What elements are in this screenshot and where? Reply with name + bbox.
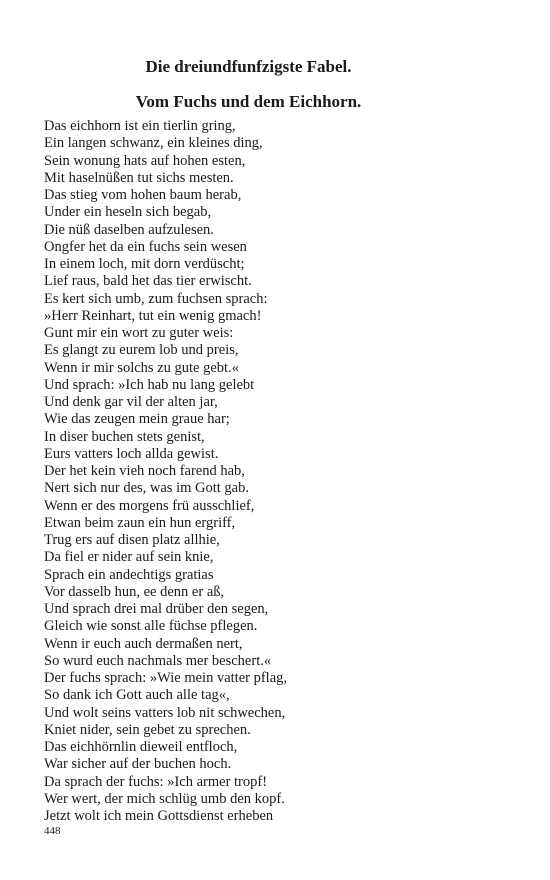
verse-line: In einem loch, mit dorn verdüscht;: [44, 256, 245, 272]
verse-line: Vor dasselb hun, ee denn er aß,: [44, 583, 225, 600]
verse-line: Nert sich nur des, was im Gott gab.: [44, 480, 249, 497]
verse-line: Under ein heseln sich begab,: [44, 204, 212, 221]
verse-line: So wurd euch nachmals mer beschert.«: [44, 652, 272, 669]
verse-line: In diser buchen stets genist,: [44, 428, 205, 445]
verse-line: Es kert sich umb, zum fuchsen sprach:: [44, 290, 268, 307]
verse-line: Das eichhorn ist ein tierlin gring,: [44, 118, 236, 134]
verse-line: Sprach ein andechtigs gratias: [44, 566, 214, 583]
verse-line: Kniet nider, sein gebet zu sprechen.: [44, 721, 251, 738]
verse-line: Gunt mir ein wort zu guter weis:: [44, 325, 234, 341]
verse-line: Und sprach drei mal drüber den segen,: [44, 601, 269, 617]
verse-line: Der fuchs sprach: »Wie mein vatter pflag,: [44, 670, 288, 686]
verse-line: Das stieg vom hohen baum herab,: [44, 187, 242, 203]
verse-line: Der het kein vieh noch farend hab,: [44, 463, 245, 479]
verse-line: Wenn ir mir solchs zu gute gebt.«: [44, 359, 239, 376]
verse-line: Lief raus, bald het das tier erwischt.: [44, 273, 252, 290]
fable-subtitle: Vom Fuchs und dem Eichhorn.: [135, 92, 362, 111]
verse-line: Wer wert, der mich schlüg umb den kopf.: [44, 790, 285, 807]
verse-line: Eurs vatters loch allda gewist.: [44, 445, 219, 462]
verse-line: Mit haselnüßen tut sichs mesten.: [44, 169, 234, 186]
verse-line: War sicher auf der buchen hoch.: [44, 756, 232, 773]
verse-line: Sein wonung hats auf hohen esten,: [44, 152, 246, 169]
verse-line: Trug ers auf disen platz allhie,: [44, 532, 220, 548]
verse-line: So dank ich Gott auch alle tag«,: [44, 687, 230, 704]
verse-line: Wenn ir euch auch dermaßen nert,: [44, 635, 243, 652]
page-number: 448: [44, 825, 61, 837]
verse-line: Wenn er des morgens frü ausschlief,: [44, 497, 255, 514]
fable-title: Die dreiundfunfzigste Fabel.: [145, 57, 352, 76]
verse-line: Jetzt wolt ich mein Gottsdienst erheben: [44, 808, 274, 824]
verse-line: Es glangt zu eurem lob und preis,: [44, 342, 239, 359]
verse-line: Ein langen schwanz, ein kleines ding,: [44, 135, 263, 152]
verse-line: »Herr Reinhart, tut ein wenig gmach!: [44, 307, 262, 324]
verse-line: Ongfer het da ein fuchs sein wesen: [44, 238, 247, 255]
verse-line: Und sprach: »Ich hab nu lang gelebt: [44, 376, 255, 393]
verse-line: Und wolt seins vatters lob nit schwechen,: [44, 704, 286, 721]
verse-line: Da sprach der fuchs: »Ich armer tropf!: [44, 773, 268, 790]
verse-line: Etwan beim zaun ein hun ergriff,: [44, 514, 236, 531]
verse-line: Gleich wie sonst alle füchse pflegen.: [44, 618, 258, 635]
verse-line: Wie das zeugen mein graue har;: [44, 411, 230, 428]
verse-list: [44, 118, 287, 825]
verse-line: Da fiel er nider auf sein knie,: [44, 549, 214, 566]
verse-line: Das eichhörnlin dieweil entfloch,: [44, 739, 238, 755]
verse-line: Die nüß daselben aufzulesen.: [44, 221, 214, 238]
verse-line: Und denk gar vil der alten jar,: [44, 394, 218, 410]
